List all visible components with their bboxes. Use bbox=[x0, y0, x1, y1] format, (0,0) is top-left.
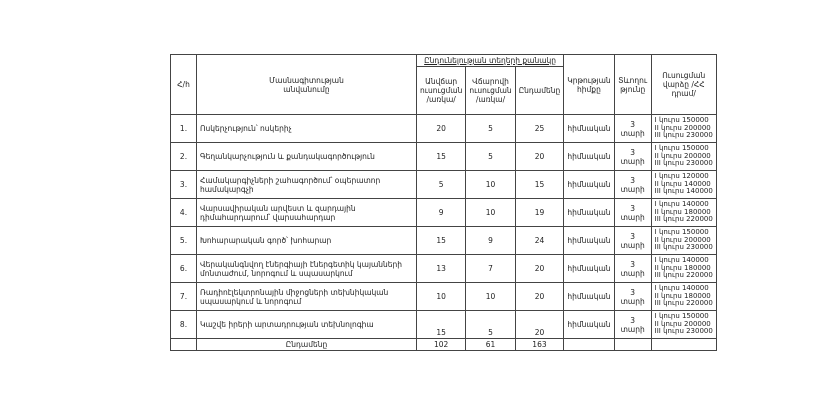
row-duration: 3 տարի bbox=[614, 283, 651, 311]
header-places-group: Ընդունելության տեղերի քանակը bbox=[417, 55, 564, 67]
row-specialty-name: Համակարգիչների շահագործում՝ օպերատոր համակարգչի bbox=[197, 171, 417, 199]
row-paid-places: 7 bbox=[466, 255, 515, 283]
row-total-places: 24 bbox=[515, 227, 564, 255]
row-education-base: հիմնական bbox=[564, 283, 614, 311]
fee-line: III կուրս 220000 bbox=[654, 215, 713, 224]
row-number: 4. bbox=[171, 199, 197, 227]
row-fee bbox=[651, 255, 716, 283]
row-duration: 3 տարի bbox=[614, 227, 651, 255]
row-total-places: 15 bbox=[515, 171, 564, 199]
header-total: Ընդամենը bbox=[515, 67, 564, 115]
fee-line: I կուրս 140000 bbox=[654, 255, 709, 264]
row-education-base: հիմնական bbox=[564, 143, 614, 171]
row-specialty-name: Վարսավիրական արվեստ և զարդային դիմահարդարում՝ վարսահարդար bbox=[197, 199, 417, 227]
totals-empty-duration bbox=[614, 339, 651, 351]
row-duration: 3 տարի bbox=[614, 171, 651, 199]
row-education-base: հիմնական bbox=[564, 115, 614, 143]
row-specialty-name: Խոհարարական գործ՝ խոհարար bbox=[197, 227, 417, 255]
row-free-places: 13 bbox=[417, 255, 466, 283]
fee-line: I կուրս 140000 bbox=[654, 199, 709, 208]
row-free-places: 10 bbox=[417, 283, 466, 311]
fee-line: II կուրս 180000 bbox=[654, 207, 711, 216]
row-total-places: 20 bbox=[515, 255, 564, 283]
fee-line: I կուրս 150000 bbox=[654, 311, 709, 320]
fee-line: III կուրս 230000 bbox=[654, 327, 713, 336]
row-duration: 3 տարի bbox=[614, 199, 651, 227]
row-paid-places: 10 bbox=[466, 199, 515, 227]
table-row bbox=[171, 171, 717, 199]
row-paid-places: 9 bbox=[466, 227, 515, 255]
row-duration: 3 տարի bbox=[614, 143, 651, 171]
fee-line: II կուրս 180000 bbox=[654, 263, 711, 272]
totals-empty bbox=[171, 339, 197, 351]
header-name-line1: Մասնագիտության bbox=[269, 75, 344, 85]
row-paid-places: 5 bbox=[466, 311, 515, 339]
row-total-places: 19 bbox=[515, 199, 564, 227]
header-fee: Ուսուցման վարձը /ՀՀ դրամ/ bbox=[651, 55, 716, 115]
row-paid-places: 5 bbox=[466, 115, 515, 143]
row-education-base: հիմնական bbox=[564, 227, 614, 255]
row-paid-places: 10 bbox=[466, 283, 515, 311]
row-duration: 3 տարի bbox=[614, 115, 651, 143]
row-number: 2. bbox=[171, 143, 197, 171]
fee-line: III կուրս 230000 bbox=[654, 159, 713, 168]
row-free-places: 9 bbox=[417, 199, 466, 227]
row-fee bbox=[651, 199, 716, 227]
totals-total: 163 bbox=[515, 339, 564, 351]
row-number: 3. bbox=[171, 171, 197, 199]
row-paid-places: 5 bbox=[466, 143, 515, 171]
row-number: 1. bbox=[171, 115, 197, 143]
row-duration: 3 տարի bbox=[614, 255, 651, 283]
row-free-places: 5 bbox=[417, 171, 466, 199]
header-name bbox=[197, 55, 417, 115]
table-row bbox=[171, 115, 717, 143]
row-fee bbox=[651, 311, 716, 339]
totals-empty-fee bbox=[651, 339, 716, 351]
row-paid-places: 10 bbox=[466, 171, 515, 199]
row-free-places: 20 bbox=[417, 115, 466, 143]
row-fee bbox=[651, 171, 716, 199]
fee-line: I կուրս 150000 bbox=[654, 115, 709, 124]
fee-line: III կուրս 230000 bbox=[654, 243, 713, 252]
row-education-base: հիմնական bbox=[564, 171, 614, 199]
row-specialty-name: Կաշվե իրերի արտադրության տեխնոլոգիա bbox=[197, 311, 417, 339]
fee-line: III կուրս 220000 bbox=[654, 299, 713, 308]
table-body bbox=[171, 115, 717, 339]
row-total-places: 25 bbox=[515, 115, 564, 143]
row-education-base: հիմնական bbox=[564, 311, 614, 339]
row-free-places: 15 bbox=[417, 143, 466, 171]
totals-free: 102 bbox=[417, 339, 466, 351]
fee-line: II կուրս 180000 bbox=[654, 291, 711, 300]
row-free-places: 15 bbox=[417, 227, 466, 255]
fee-line: III կուրս 220000 bbox=[654, 271, 713, 280]
fee-line: II կուրս 200000 bbox=[654, 235, 711, 244]
totals-paid: 61 bbox=[466, 339, 515, 351]
row-education-base: հիմնական bbox=[564, 199, 614, 227]
row-number: 8. bbox=[171, 311, 197, 339]
row-fee bbox=[651, 227, 716, 255]
row-specialty-name: Վերականգնվող էներգիայի էներգետիկ կայանների մոնտաժում, նորոգում և սպասարկում bbox=[197, 255, 417, 283]
table-row bbox=[171, 255, 717, 283]
header-free: Անվճար ուսուցման /առկա/ bbox=[417, 67, 466, 115]
table-row bbox=[171, 283, 717, 311]
row-fee bbox=[651, 143, 716, 171]
header-name-line2: անվանումը bbox=[283, 84, 330, 94]
table-row bbox=[171, 311, 717, 339]
row-free-places: 15 bbox=[417, 311, 466, 339]
row-total-places: 20 bbox=[515, 143, 564, 171]
totals-label: Ընդամենը bbox=[197, 339, 417, 351]
row-total-places: 20 bbox=[515, 311, 564, 339]
row-duration: 3 տարի bbox=[614, 311, 651, 339]
row-fee bbox=[651, 115, 716, 143]
row-number: 5. bbox=[171, 227, 197, 255]
totals-row bbox=[171, 339, 717, 351]
row-number: 6. bbox=[171, 255, 197, 283]
row-specialty-name: Գեղանկարչություն և քանդակագործություն bbox=[197, 143, 417, 171]
fee-line: I կուրս 150000 bbox=[654, 143, 709, 152]
fee-line: I կուրս 150000 bbox=[654, 227, 709, 236]
row-fee bbox=[651, 283, 716, 311]
row-education-base: հիմնական bbox=[564, 255, 614, 283]
table-row bbox=[171, 143, 717, 171]
fee-line: I կուրս 140000 bbox=[654, 283, 709, 292]
fee-line: II կուրս 200000 bbox=[654, 319, 711, 328]
table-row bbox=[171, 227, 717, 255]
row-specialty-name: Ոսկերչություն՝ ոսկերիչ bbox=[197, 115, 417, 143]
fee-line: II կուրս 200000 bbox=[654, 123, 711, 132]
header-paid: Վճարովի ուսուցման /առկա/ bbox=[466, 67, 515, 115]
header-duration: Տևողու թյունը bbox=[614, 55, 651, 115]
row-total-places: 20 bbox=[515, 283, 564, 311]
fee-line: III կուրս 140000 bbox=[654, 187, 713, 196]
totals-empty-base bbox=[564, 339, 614, 351]
row-number: 7. bbox=[171, 283, 197, 311]
admission-table bbox=[170, 54, 717, 351]
row-specialty-name: Ռադիոէլեկտրոնային միջոցների տեխնիկական սպասարկում և նորոգում bbox=[197, 283, 417, 311]
table-row bbox=[171, 199, 717, 227]
fee-line: III կուրս 230000 bbox=[654, 131, 713, 140]
fee-line: II կուրս 200000 bbox=[654, 151, 711, 160]
header-base: Կրթության հիմքը bbox=[564, 55, 614, 115]
fee-line: II կուրս 140000 bbox=[654, 179, 711, 188]
fee-line: I կուրս 120000 bbox=[654, 171, 709, 180]
header-num: Հ/հ bbox=[171, 55, 197, 115]
